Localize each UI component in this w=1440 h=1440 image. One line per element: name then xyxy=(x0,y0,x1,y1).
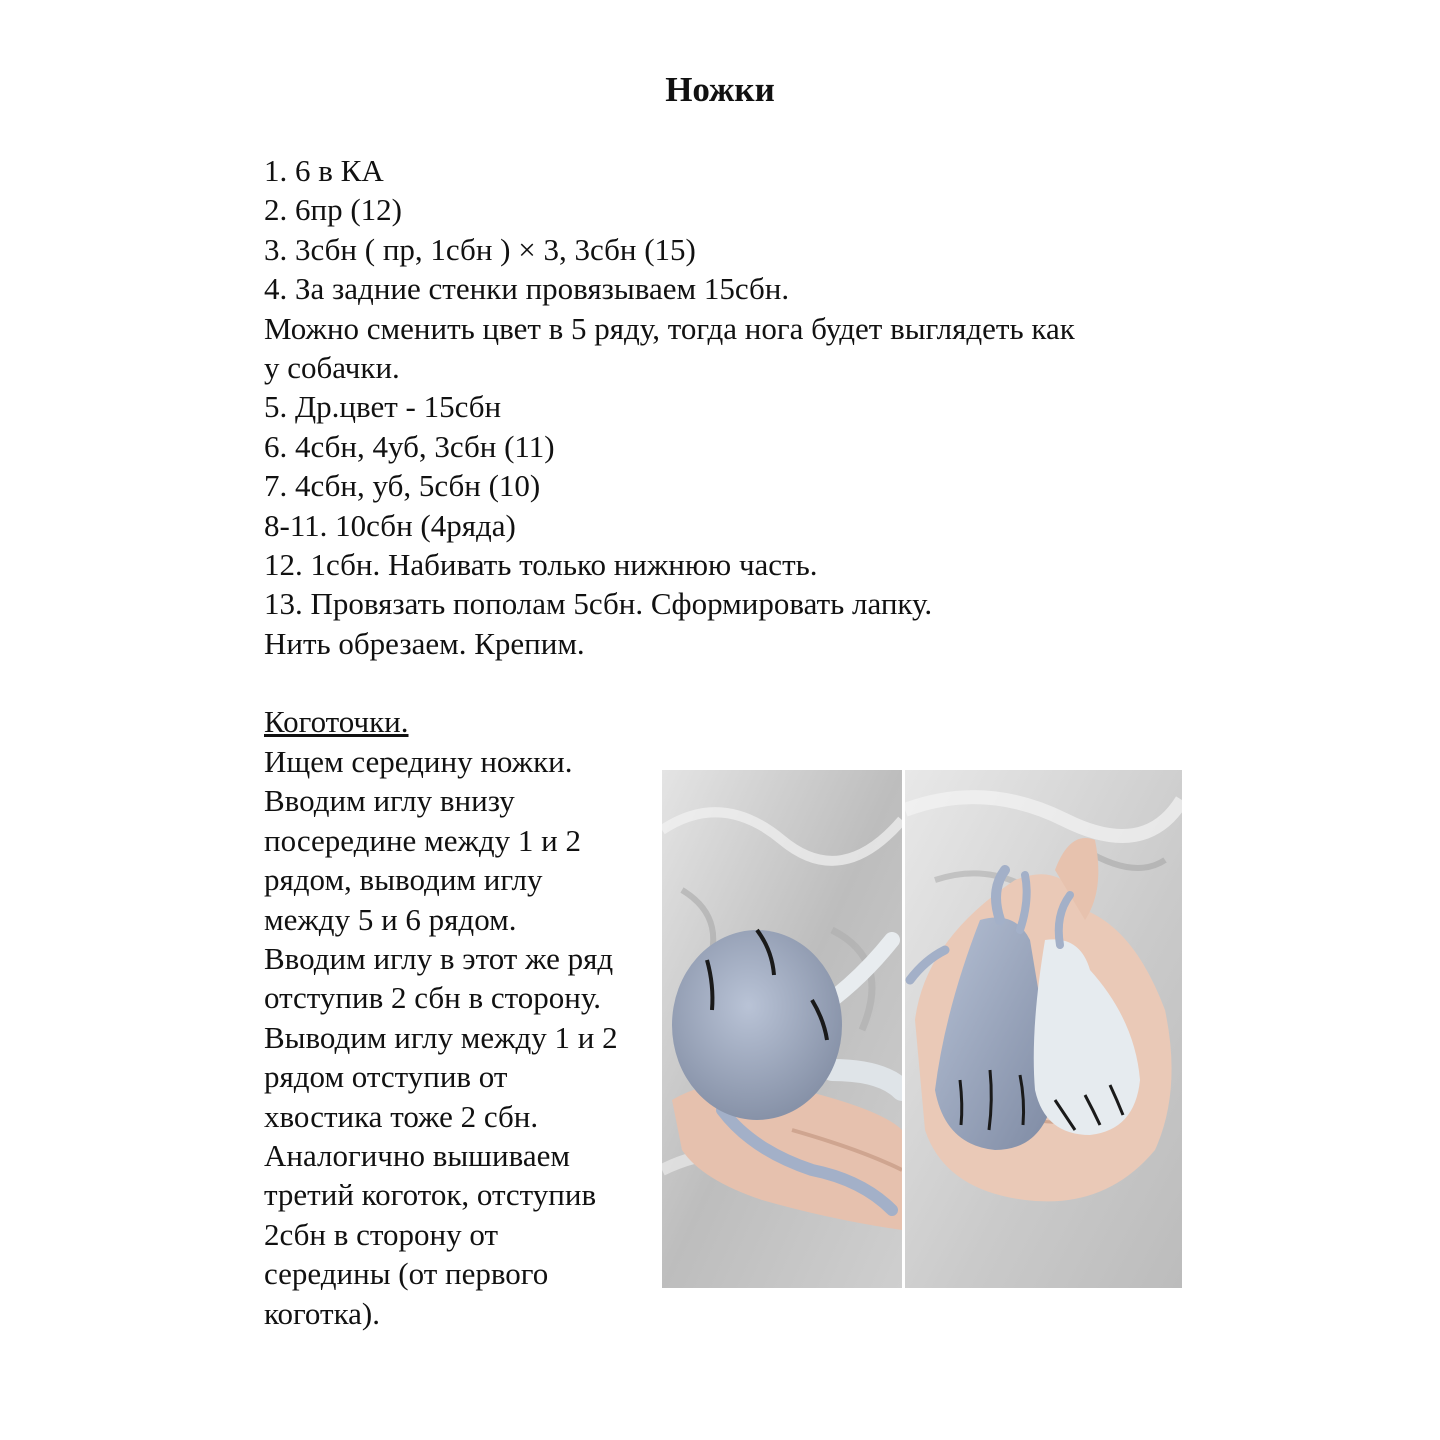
step-line: Нить обрезаем. Крепим. xyxy=(264,625,585,661)
step-line: 1. 6 в КА xyxy=(264,153,384,188)
claws-line: между 5 и 6 рядом. xyxy=(264,901,517,937)
claws-line: Выводим иглу между 1 и 2 xyxy=(264,1019,618,1055)
step-line: 8-11. 10сбн (4ряда) xyxy=(264,507,516,543)
step-line: 3. 3сбн ( пр, 1сбн ) × 3, 3сбн (15) xyxy=(264,231,696,267)
claws-line: коготка). xyxy=(264,1295,380,1331)
step-line: 5. Др.цвет - 15сбн xyxy=(264,389,502,425)
step-line: 12. 1сбн. Набивать только нижнюю часть. xyxy=(264,547,818,583)
claws-line: 2сбн в сторону от xyxy=(264,1216,499,1252)
claws-line: третий коготок, отступив xyxy=(264,1177,597,1213)
photo-two-legs xyxy=(905,770,1182,1288)
two-legs-image xyxy=(905,770,1182,1288)
claws-line: рядом отступив от xyxy=(264,1059,508,1095)
claws-instructions xyxy=(264,742,664,1333)
photo-collage xyxy=(662,770,1182,1288)
step-line: 6. 4сбн, 4уб, 3сбн (11) xyxy=(264,428,555,464)
paw-closeup-image xyxy=(662,770,902,1288)
claws-heading: Коготочки. xyxy=(264,704,409,739)
claws-line: посередине между 1 и 2 xyxy=(264,822,581,858)
step-line: 2. 6пр (12) xyxy=(264,192,402,228)
step-line: 7. 4сбн, уб, 5сбн (10) xyxy=(264,468,541,504)
claws-line: рядом, выводим иглу xyxy=(264,862,543,898)
steps-list xyxy=(264,151,1184,663)
claws-line: Аналогично вышиваем xyxy=(264,1138,571,1174)
step-line: 4. За задние стенки провязываем 15сбн. xyxy=(264,271,790,307)
step-note: у собачки. xyxy=(264,350,400,386)
step-note: Можно сменить цвет в 5 ряду, тогда нога будет выглядеть как xyxy=(264,310,1075,346)
claws-line: Ищем середину ножки. xyxy=(264,744,573,779)
page-title: Ножки xyxy=(665,70,775,109)
claws-line: Вводим иглу в этот же ряд xyxy=(264,941,614,977)
claws-line: хвостика тоже 2 сбн. xyxy=(264,1098,539,1134)
claws-line: Вводим иглу внизу xyxy=(264,783,515,819)
step-line: 13. Провязать пополам 5сбн. Сформировать лапку. xyxy=(264,586,933,622)
claws-line: отступив 2 сбн в сторону. xyxy=(264,980,602,1016)
photo-paw-closeup xyxy=(662,770,902,1288)
claws-line: середины (от первого xyxy=(264,1256,549,1292)
